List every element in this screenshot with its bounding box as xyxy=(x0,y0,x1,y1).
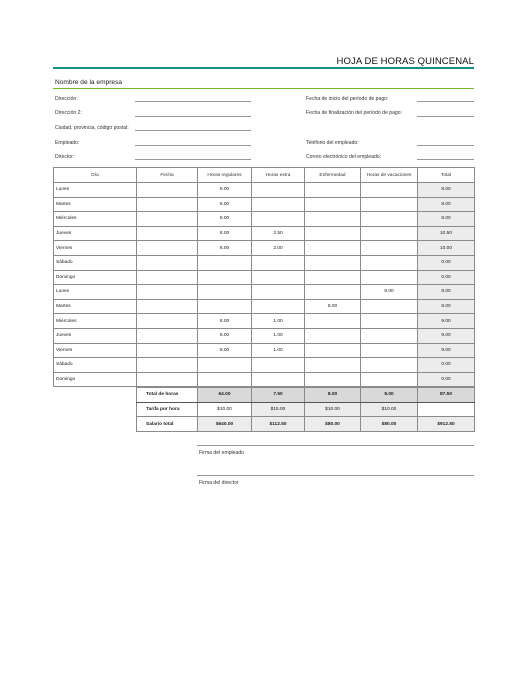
regular-hours-cell[interactable]: 8.00 xyxy=(198,314,252,329)
vacation-hours-cell[interactable]: 8.00 xyxy=(361,285,418,300)
date-cell[interactable] xyxy=(137,314,198,329)
hourly-rate-overtime[interactable]: $15.00 xyxy=(252,402,305,417)
total-salary-label: Salario total xyxy=(137,417,198,432)
table-row xyxy=(54,328,475,343)
date-cell[interactable] xyxy=(137,328,198,343)
table-row xyxy=(54,241,475,256)
table-row xyxy=(54,314,475,329)
hourly-rate-regular[interactable]: $10.00 xyxy=(198,402,252,417)
column-header-overtime: Horas extra xyxy=(252,168,305,183)
regular-hours-cell[interactable] xyxy=(198,372,252,387)
sick-hours-cell[interactable] xyxy=(305,197,361,212)
sick-hours-cell[interactable] xyxy=(305,328,361,343)
overtime-hours-cell[interactable] xyxy=(252,212,305,227)
regular-hours-cell[interactable]: 8.00 xyxy=(198,328,252,343)
table-row xyxy=(54,285,475,300)
company-rule xyxy=(53,88,474,90)
overtime-hours-cell[interactable]: 2.50 xyxy=(252,226,305,241)
date-cell[interactable] xyxy=(137,255,198,270)
vacation-hours-cell[interactable] xyxy=(361,343,418,358)
total-salary-vacation: $80.00 xyxy=(361,417,418,432)
address-label: Dirección: xyxy=(55,96,78,102)
table-header-row xyxy=(54,168,475,183)
regular-hours-cell[interactable]: 8.00 xyxy=(198,183,252,198)
vacation-hours-cell[interactable] xyxy=(361,197,418,212)
document-title: HOJA DE HORAS QUINCENAL xyxy=(336,56,474,67)
day-cell: Jueves xyxy=(54,226,137,241)
table-row xyxy=(54,197,475,212)
sick-hours-cell[interactable] xyxy=(305,372,361,387)
date-cell[interactable] xyxy=(137,270,198,285)
hourly-rate-total xyxy=(418,402,475,417)
table-row xyxy=(54,255,475,270)
day-cell: Jueves xyxy=(54,328,137,343)
total-cell: 9.00 xyxy=(418,328,475,343)
day-cell: Sábado xyxy=(54,255,137,270)
vacation-hours-cell[interactable] xyxy=(361,183,418,198)
total-cell: 8.00 xyxy=(418,285,475,300)
total-salary-row xyxy=(137,417,475,432)
table-row xyxy=(54,358,475,373)
employee-label: Empleado: xyxy=(55,140,80,146)
overtime-hours-cell[interactable]: 1.00 xyxy=(252,328,305,343)
regular-hours-cell[interactable]: 8.00 xyxy=(198,197,252,212)
overtime-hours-cell[interactable] xyxy=(252,183,305,198)
employee-phone-label: Teléfono del empleado: xyxy=(306,140,359,146)
total-hours-total: 87.50 xyxy=(418,388,475,403)
vacation-hours-cell[interactable] xyxy=(361,241,418,256)
employee-field[interactable] xyxy=(135,145,251,146)
regular-hours-cell[interactable] xyxy=(198,358,252,373)
total-cell: 8.00 xyxy=(418,212,475,227)
date-cell[interactable] xyxy=(137,358,198,373)
total-cell: 8.00 xyxy=(418,183,475,198)
regular-hours-cell[interactable]: 8.00 xyxy=(198,343,252,358)
overtime-hours-cell[interactable] xyxy=(252,197,305,212)
sick-hours-cell[interactable]: 8.00 xyxy=(305,299,361,314)
total-cell: 0.00 xyxy=(418,358,475,373)
date-cell[interactable] xyxy=(137,285,198,300)
sick-hours-cell[interactable] xyxy=(305,285,361,300)
employee-signature-line[interactable] xyxy=(197,445,474,446)
table-row xyxy=(54,212,475,227)
employee-signature-label: Firma del empleado xyxy=(199,450,245,456)
table-row xyxy=(54,183,475,198)
director-signature-label: Firma del director xyxy=(199,480,239,486)
summary-table xyxy=(136,387,475,432)
regular-hours-cell[interactable] xyxy=(198,270,252,285)
pay-start-field[interactable] xyxy=(417,101,474,102)
overtime-hours-cell[interactable] xyxy=(252,285,305,300)
total-salary-regular: $640.00 xyxy=(198,417,252,432)
overtime-hours-cell[interactable] xyxy=(252,255,305,270)
sick-hours-cell[interactable] xyxy=(305,255,361,270)
table-row xyxy=(54,270,475,285)
overtime-hours-cell[interactable]: 1.00 xyxy=(252,343,305,358)
sick-hours-cell[interactable] xyxy=(305,226,361,241)
pay-start-label: Fecha de inicio del período de pago: xyxy=(306,96,389,102)
pay-end-field[interactable] xyxy=(417,116,474,117)
regular-hours-cell[interactable]: 8.00 xyxy=(198,226,252,241)
hourly-rate-label: Tarifa por hora xyxy=(137,402,198,417)
total-cell: 9.00 xyxy=(418,314,475,329)
vacation-hours-cell[interactable] xyxy=(361,212,418,227)
total-hours-row xyxy=(137,388,475,403)
overtime-hours-cell[interactable]: 1.00 xyxy=(252,314,305,329)
address-field[interactable] xyxy=(135,101,251,102)
employee-email-label: Correo electrónico del empleado: xyxy=(306,154,382,160)
director-label: Director: xyxy=(55,154,75,160)
address2-field[interactable] xyxy=(135,116,251,117)
day-cell: Martes xyxy=(54,299,137,314)
vacation-hours-cell[interactable] xyxy=(361,226,418,241)
column-header-day: Día xyxy=(54,168,137,183)
regular-hours-cell[interactable]: 8.00 xyxy=(198,212,252,227)
total-cell: 10.00 xyxy=(418,241,475,256)
employee-email-field[interactable] xyxy=(417,159,474,160)
column-header-regular: Horas regulares xyxy=(198,168,252,183)
day-cell: Martes xyxy=(54,197,137,212)
director-signature-line[interactable] xyxy=(197,475,474,476)
hourly-rate-vacation[interactable]: $10.00 xyxy=(361,402,418,417)
vacation-hours-cell[interactable] xyxy=(361,328,418,343)
sick-hours-cell[interactable] xyxy=(305,358,361,373)
total-cell: 8.00 xyxy=(418,299,475,314)
overtime-hours-cell[interactable] xyxy=(252,358,305,373)
column-header-date: Fecha xyxy=(137,168,198,183)
total-hours-sick: 8.00 xyxy=(305,388,361,403)
total-salary-total: $912.50 xyxy=(418,417,475,432)
vacation-hours-cell[interactable] xyxy=(361,299,418,314)
total-cell: 0.00 xyxy=(418,270,475,285)
total-hours-vacation: 8.00 xyxy=(361,388,418,403)
table-row xyxy=(54,343,475,358)
total-cell: 9.00 xyxy=(418,343,475,358)
day-cell: Lunes xyxy=(54,285,137,300)
director-field[interactable] xyxy=(135,159,251,160)
address2-label: Dirección 2: xyxy=(55,110,82,116)
day-cell: Miércoles xyxy=(54,212,137,227)
vacation-hours-cell[interactable] xyxy=(361,255,418,270)
total-cell: 10.50 xyxy=(418,226,475,241)
table-row xyxy=(54,226,475,241)
sick-hours-cell[interactable] xyxy=(305,343,361,358)
date-cell[interactable] xyxy=(137,183,198,198)
table-body xyxy=(54,183,475,387)
sick-hours-cell[interactable] xyxy=(305,314,361,329)
day-cell: Lunes xyxy=(54,183,137,198)
total-hours-label: Total de horas xyxy=(137,388,198,403)
day-cell: Viernes xyxy=(54,241,137,256)
table-row xyxy=(54,299,475,314)
city-field[interactable] xyxy=(135,130,251,131)
column-header-sick: Enfermedad xyxy=(305,168,361,183)
sick-hours-cell[interactable] xyxy=(305,241,361,256)
company-name: Nombre de la empresa xyxy=(55,79,123,86)
vacation-hours-cell[interactable] xyxy=(361,372,418,387)
date-cell[interactable] xyxy=(137,241,198,256)
total-salary-overtime: $112.50 xyxy=(252,417,305,432)
day-cell: Domingo xyxy=(54,372,137,387)
hourly-rate-sick[interactable]: $10.00 xyxy=(305,402,361,417)
total-cell: 8.00 xyxy=(418,197,475,212)
date-cell[interactable] xyxy=(137,212,198,227)
day-cell: Miércoles xyxy=(54,314,137,329)
date-cell[interactable] xyxy=(137,197,198,212)
employee-phone-field[interactable] xyxy=(417,145,474,146)
date-cell[interactable] xyxy=(137,299,198,314)
overtime-hours-cell[interactable] xyxy=(252,299,305,314)
hours-table xyxy=(53,167,475,387)
overtime-hours-cell[interactable] xyxy=(252,372,305,387)
regular-hours-cell[interactable] xyxy=(198,255,252,270)
vacation-hours-cell[interactable] xyxy=(361,358,418,373)
hourly-rate-row xyxy=(137,402,475,417)
overtime-hours-cell[interactable]: 2.00 xyxy=(252,241,305,256)
vacation-hours-cell[interactable] xyxy=(361,314,418,329)
column-header-vacation: Horas de vacaciones xyxy=(361,168,418,183)
regular-hours-cell[interactable]: 8.00 xyxy=(198,241,252,256)
day-cell: Domingo xyxy=(54,270,137,285)
day-cell: Viernes xyxy=(54,343,137,358)
date-cell[interactable] xyxy=(137,226,198,241)
column-header-total: Total xyxy=(418,168,475,183)
city-label: Ciudad, provincia, código postal: xyxy=(55,125,129,131)
total-hours-overtime: 7.50 xyxy=(252,388,305,403)
regular-hours-cell[interactable] xyxy=(198,285,252,300)
sick-hours-cell[interactable] xyxy=(305,212,361,227)
regular-hours-cell[interactable] xyxy=(198,299,252,314)
day-cell: Sábado xyxy=(54,358,137,373)
total-cell: 0.00 xyxy=(418,372,475,387)
sick-hours-cell[interactable] xyxy=(305,183,361,198)
pay-end-label: Fecha de finalización del período de pago: xyxy=(306,110,403,116)
title-rule xyxy=(53,67,474,69)
total-cell: 0.00 xyxy=(418,255,475,270)
date-cell[interactable] xyxy=(137,372,198,387)
table-row xyxy=(54,372,475,387)
sick-hours-cell[interactable] xyxy=(305,270,361,285)
vacation-hours-cell[interactable] xyxy=(361,270,418,285)
total-hours-regular: 64.00 xyxy=(198,388,252,403)
overtime-hours-cell[interactable] xyxy=(252,270,305,285)
total-salary-sick: $80.00 xyxy=(305,417,361,432)
date-cell[interactable] xyxy=(137,343,198,358)
